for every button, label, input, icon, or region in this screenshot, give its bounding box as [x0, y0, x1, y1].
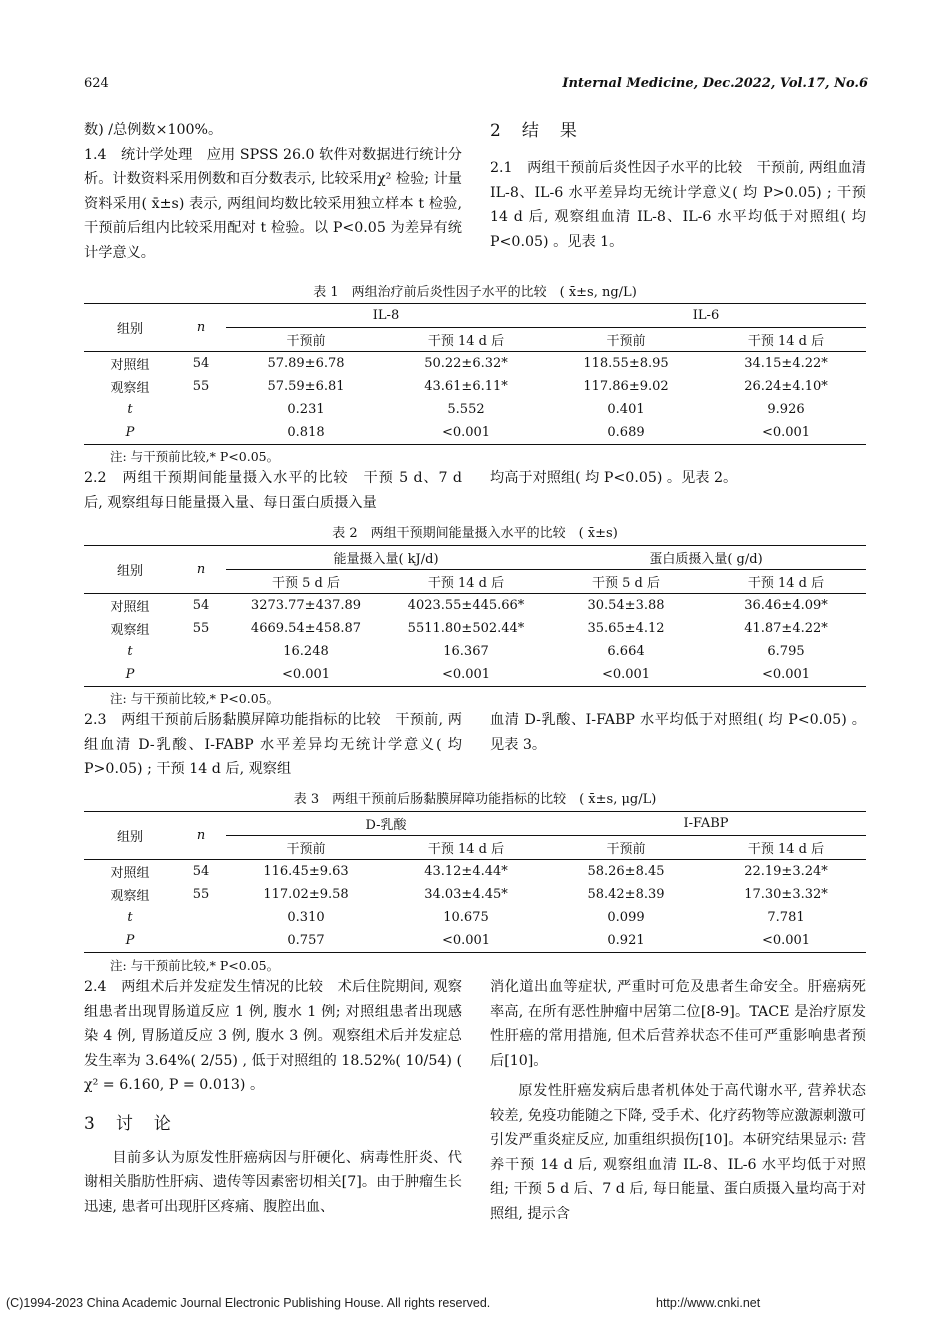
cell: 3273.77±437.89: [226, 594, 386, 618]
row-label: 观察组: [110, 381, 150, 396]
cell: [176, 929, 226, 953]
header-il8: IL-8: [226, 304, 546, 328]
cell: [176, 398, 226, 421]
table-row: [84, 617, 866, 640]
header-group: 组别: [84, 546, 176, 594]
cell: 55: [192, 887, 210, 902]
page-number: 624: [84, 76, 109, 91]
table-row: [84, 860, 866, 884]
cell: 58.26±8.45: [546, 860, 706, 884]
table-3: [84, 811, 866, 953]
header-n: n: [176, 304, 226, 352]
subheader: 干预前: [286, 842, 326, 857]
subheader: 干预 14 d 后: [747, 842, 825, 857]
table-3-note: 注: 与干预前比较,* P<0.05。: [110, 958, 280, 973]
header-protein: 蛋白质摄入量( g/d): [546, 546, 866, 570]
cell: 50.22±6.32*: [386, 352, 546, 376]
cell: 0.401: [607, 402, 645, 417]
cell: 9.926: [767, 402, 805, 417]
section-heading-discussion: 3 讨 论: [84, 1113, 173, 1134]
cell: 117.02±9.58: [263, 887, 349, 902]
copyright-footer: (C)1994-2023 China Academic Journal Electronic Publishing House. All rights reserved.: [6, 1296, 491, 1310]
subheader: 干预 14 d 后: [747, 576, 825, 591]
cell: 55: [192, 621, 210, 636]
cell: 5511.80±502.44*: [407, 621, 525, 636]
header-n: n: [176, 812, 226, 860]
row-label: 对照组: [84, 860, 176, 884]
row-label: t: [127, 910, 133, 925]
cell: 26.24±4.10*: [744, 379, 828, 394]
paragraph-discussion-2: 原发性肝癌发病后患者机体处于高代谢水平, 营养状态较差, 免疫功能随之下降, 受手术、化疗药物等应激源刺激可引发严重炎症反应, 加重组织损伤[10]。本研究结果显示: 营养干预 14 d 后, 观察组血清 IL-8、IL-6 水平均低于对照组; 干预 5 d 后、7 d 后, 每日能量、蛋白质摄入量均高于对照组, 提示含: [490, 1083, 866, 1222]
cell: [176, 640, 226, 663]
table-2-caption: 表 2 两组干预期间能量摄入水平的比较 ( x̄±s): [332, 526, 618, 541]
cell: 117.86±9.02: [583, 379, 669, 394]
row-label: 对照组: [84, 352, 176, 376]
cell: 116.45±9.63: [226, 860, 386, 884]
cell: [176, 421, 226, 445]
table-row: [84, 421, 866, 445]
cell: 58.42±8.39: [587, 887, 665, 902]
table-row: [84, 594, 866, 618]
cell: <0.001: [386, 929, 546, 953]
row-label: P: [84, 663, 176, 687]
table-row: [84, 640, 866, 663]
cell: 34.03±4.45*: [424, 887, 508, 902]
row-label: P: [84, 421, 176, 445]
cell: 22.19±3.24*: [706, 860, 866, 884]
table-1: [84, 303, 866, 445]
subheader: 干预 14 d 后: [427, 842, 505, 857]
table-row: [84, 883, 866, 906]
cell: 0.921: [546, 929, 706, 953]
table-row: [84, 398, 866, 421]
cell: 30.54±3.88: [546, 594, 706, 618]
cell: 41.87±4.22*: [744, 621, 828, 636]
table-row: [84, 352, 866, 376]
cell: 10.675: [443, 910, 489, 925]
cell: [176, 663, 226, 687]
paragraph-2-1: 2.1 两组干预前后炎性因子水平的比较 干预前, 两组血清 IL-8、IL-6 水平差异均无统计学意义( 均 P>0.05) ; 干预 14 d 后, 观察组血清 IL-8、IL-6 水平均低于对照组( 均 P<0.05) 。见表 1。: [490, 160, 866, 250]
cell: 43.61±6.11*: [424, 379, 508, 394]
cell: <0.001: [386, 421, 546, 445]
cell: 7.781: [767, 910, 805, 925]
cell: 54: [176, 352, 226, 376]
table-3-caption: 表 3 两组干预前后肠黏膜屏障功能指标的比较 ( x̄±s, μg/L): [293, 792, 657, 807]
cnki-link[interactable]: http://www.cnki.net: [656, 1296, 761, 1310]
paragraph-2-2: 2.2 两组干预期间能量摄入水平的比较 干预 5 d、7 d 后, 观察组每日能量摄入量、每日蛋白质摄入量: [84, 470, 462, 511]
header-ifabp: I-FABP: [546, 812, 866, 836]
paragraph-2-3-cont: 血清 D-乳酸、I-FABP 水平均低于对照组( 均 P<0.05) 。见表 3。: [490, 712, 866, 753]
table-2-note: 注: 与干预前比较,* P<0.05。: [110, 691, 280, 706]
cell: 5.552: [447, 402, 485, 417]
cell: 6.664: [607, 644, 645, 659]
subheader: 干预前: [606, 842, 646, 857]
cell: 4023.55±445.66*: [386, 594, 546, 618]
cell: <0.001: [386, 663, 546, 687]
cell: 57.59±6.81: [267, 379, 345, 394]
cell: 0.231: [287, 402, 325, 417]
right-column-bottom: [490, 975, 866, 1226]
section-heading-results: 2 结 果: [490, 121, 579, 141]
left-column-bottom: [84, 975, 462, 1219]
table-row: [84, 929, 866, 953]
header-il6: IL-6: [546, 304, 866, 328]
paragraph-1-4: 1.4 统计学处理 应用 SPSS 26.0 软件对数据进行统计分析。计数资料采用例数和百分数表示, 比较采用χ² 检验; 计量资料采用( x̄±s) 表示, 两组间均数比较采用独立样本 t 检验, 干预前后组内比较采用配对 t 检验。以 P<0.05 为差异有统计学意义。: [84, 146, 462, 261]
subheader: 干预前: [606, 334, 646, 349]
paragraph-2-3: 2.3 两组干预前后肠黏膜屏障功能指标的比较 干预前, 两组血清 D-乳酸、I-FABP 水平差异均无统计学意义( 均 P>0.05) ; 干预 14 d 后, 观察组: [84, 712, 462, 777]
paragraph-2-2-cont: 均高于对照组( 均 P<0.05) 。见表 2。: [490, 470, 738, 486]
subheader: 干预 5 d 后: [272, 576, 340, 591]
cell: <0.001: [546, 663, 706, 687]
cell: <0.001: [226, 663, 386, 687]
cell: 0.757: [226, 929, 386, 953]
cell: <0.001: [706, 929, 866, 953]
cell: 57.89±6.78: [226, 352, 386, 376]
table-row: [84, 375, 866, 398]
subheader: 干预前: [286, 334, 326, 349]
row-label: 观察组: [110, 623, 150, 638]
row-label: 观察组: [110, 889, 150, 904]
cell: 43.12±4.44*: [386, 860, 546, 884]
cell: 0.689: [546, 421, 706, 445]
row-label: t: [127, 402, 133, 417]
table-1-caption: 表 1 两组治疗前后炎性因子水平的比较 ( x̄±s, ng/L): [313, 285, 637, 300]
subheader: 干预 14 d 后: [427, 334, 505, 349]
cell: 35.65±4.12: [587, 621, 665, 636]
cell: 4669.54±458.87: [250, 621, 362, 636]
cell: 6.795: [767, 644, 805, 659]
paragraph-2-4: 2.4 两组术后并发症发生情况的比较 术后住院期间, 观察组患者出现胃肠道反应 1 例, 腹水 1 例; 对照组患者出现感染 4 例, 胃肠道反应 3 例, 腹水 3 例。观察组术后并发症总发生率为 3.64%( 2/55) , 低于对照组的 18.52%( 10/54) ( χ² = 6.160, P = 0.013) 。: [84, 979, 462, 1093]
cell: 0.310: [287, 910, 325, 925]
subheader: 干预 14 d 后: [427, 576, 505, 591]
cell: [176, 906, 226, 929]
left-column-top: [84, 118, 462, 265]
cell: 16.367: [443, 644, 489, 659]
cell: 55: [192, 379, 210, 394]
cell: 17.30±3.32*: [744, 887, 828, 902]
paragraph-discussion-1: 目前多认为原发性肝癌病因与肝硬化、病毒性肝炎、代谢相关脂肪性肝病、遗传等因素密切相关[7]。由于肿瘤生长迅速, 患者可出现肝区疼痛、腹腔出血、: [84, 1149, 462, 1215]
right-column-top: [490, 118, 866, 254]
paragraph-discussion-1-cont: 消化道出血等症状, 严重时可危及患者生命安全。肝癌病死率高, 在所有恶性肿瘤中居第二位[8-9]。TACE 是治疗原发性肝癌的常用措施, 但术后营养状态不佳可严重影响患者预后[10]。: [490, 979, 866, 1069]
header-energy: 能量摄入量( kJ/d): [226, 546, 546, 570]
subheader: 干预 14 d 后: [747, 334, 825, 349]
row-label: t: [127, 644, 133, 659]
table-row: [84, 663, 866, 687]
paragraph: 数) /总例数×100%。: [84, 122, 223, 138]
cell: 36.46±4.09*: [706, 594, 866, 618]
header-group: 组别: [84, 304, 176, 352]
cell: <0.001: [706, 663, 866, 687]
journal-header: Internal Medicine, Dec.2022, Vol.17, No.6: [562, 76, 868, 91]
row-label: 对照组: [84, 594, 176, 618]
header-group: 组别: [84, 812, 176, 860]
cell: 54: [176, 860, 226, 884]
cell: 34.15±4.22*: [706, 352, 866, 376]
cell: <0.001: [706, 421, 866, 445]
table-2: [84, 545, 866, 687]
cell: 118.55±8.95: [546, 352, 706, 376]
row-label: P: [84, 929, 176, 953]
cell: 16.248: [283, 644, 329, 659]
cell: 54: [176, 594, 226, 618]
table-1-note: 注: 与干预前比较,* P<0.05。: [110, 449, 280, 464]
cell: 0.099: [607, 910, 645, 925]
table-row: [84, 906, 866, 929]
cell: 0.818: [226, 421, 386, 445]
header-d-lactate: D-乳酸: [226, 812, 546, 836]
header-n: n: [176, 546, 226, 594]
subheader: 干预 5 d 后: [592, 576, 660, 591]
